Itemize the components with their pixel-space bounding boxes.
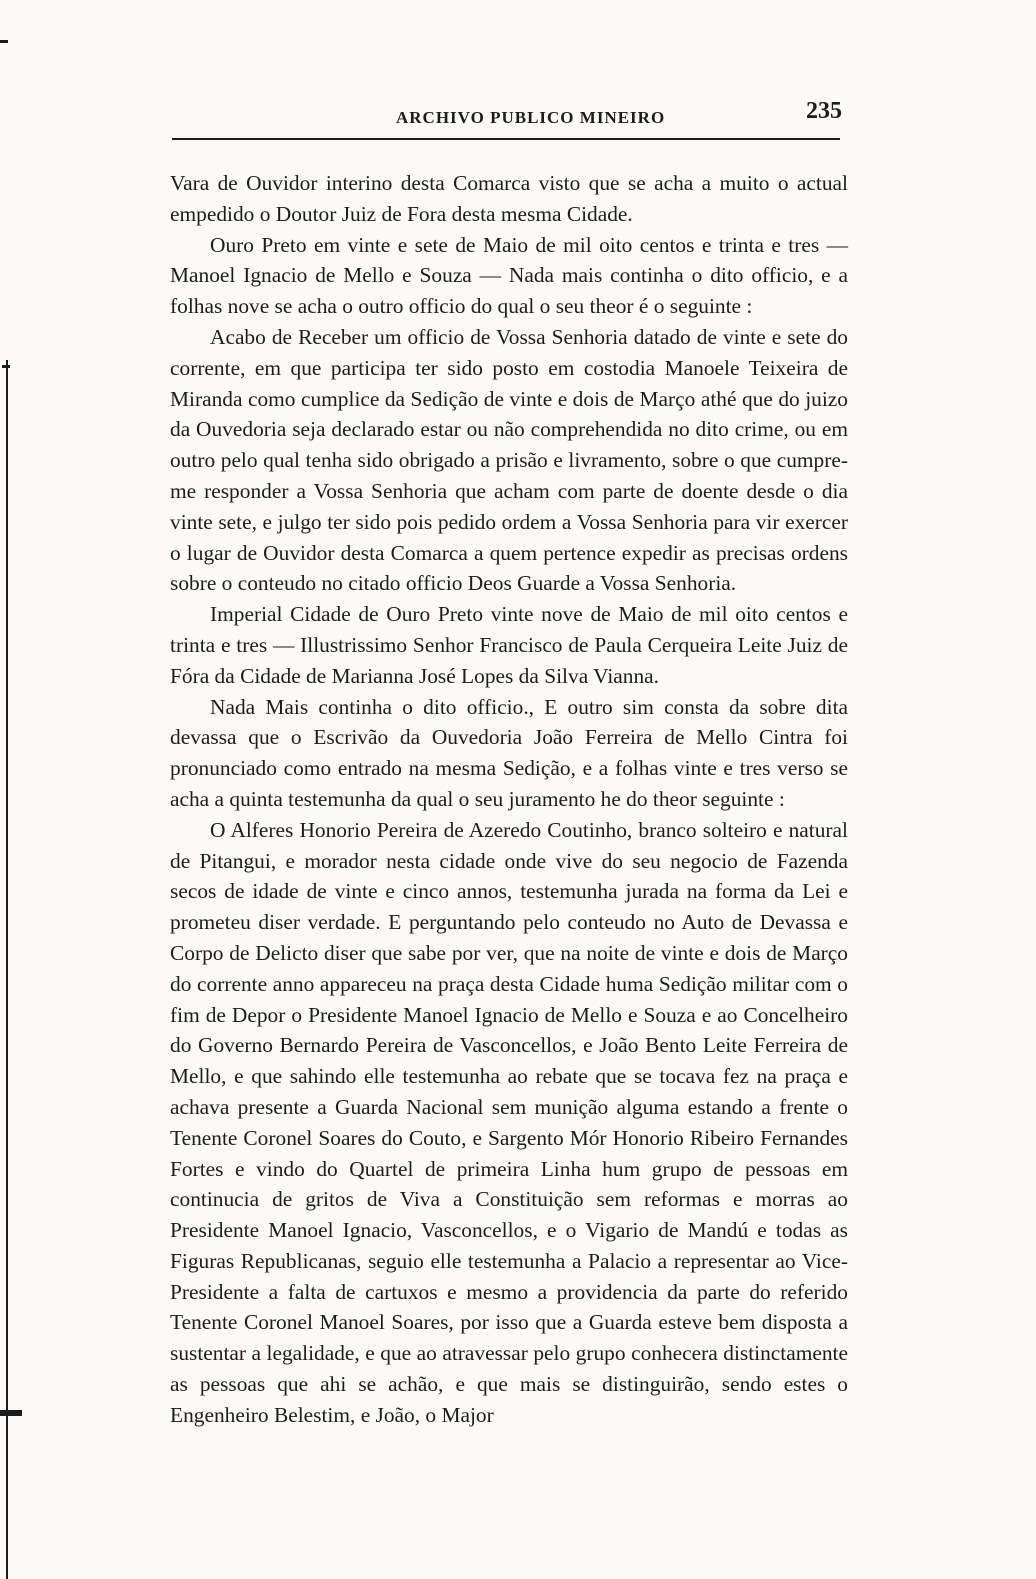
paragraph: Acabo de Receber um officio de Vossa Senhoria datado de vinte e sete do corrente, em que participa ter sido posto em costodia Manoele Teixeira de Miranda como cumplice da Sedição de vinte e dois de Março athé que do juizo da Ouvedoria seja declarado estar ou não comprehendida no dito crime, ou em outro pelo qual tenha sido obrigado a prisão e livramento, sobre o que cumpre-me responder a Vossa Senhoria que acham com parte de doente desde o dia vinte sete, e julgo ter sido pois pedido ordem a Vossa Senhoria para vir exercer o lugar de Ouvidor desta Comarca a quem pertence expedir as precisas ordens sobre o conteudo no citado officio Deos Guarde a Vossa Senhoria. [170, 324, 848, 596]
header-rule [172, 138, 840, 140]
paragraph: Ouro Preto em vinte e sete de Maio de mil oito centos e trinta e tres — Manoel Ignacio de Mello e Souza — Nada mais continha o dito officio, e a folhas nove se acha o outro officio do qual o seu theor é o seguinte : [170, 232, 848, 319]
margin-mark [2, 365, 10, 368]
margin-mark [0, 40, 8, 43]
page-header [170, 96, 842, 136]
body-text [170, 168, 848, 1431]
page-number: 235 [806, 98, 842, 124]
scan-edge-line [6, 360, 8, 1579]
paragraph: Imperial Cidade de Ouro Preto vinte nove de Maio de mil oito centos e trinta e tres — Illustrissimo Senhor Francisco de Paula Cerqueira Leite Juiz de Fóra da Cidade de Marianna José Lopes da Silva Vianna. [170, 602, 848, 688]
paragraph: Vara de Ouvidor interino desta Comarca visto que se acha a muito o actual empedido o Doutor Juiz de Fora desta mesma Cidade. [170, 171, 848, 226]
running-title: ARCHIVO PUBLICO MINEIRO [396, 108, 666, 127]
margin-mark [0, 1410, 22, 1416]
paragraph: Nada Mais continha o dito officio., E outro sim consta da sobre dita devassa que o Escrivão da Ouvedoria João Ferreira de Mello Cintra foi pronunciado como entrado na mesma Sedição, e a folhas vinte e tres verso se acha a quinta testemunha da qual o seu juramento he do theor seguinte : [170, 694, 848, 811]
paragraph: O Alferes Honorio Pereira de Azeredo Coutinho, branco solteiro e natural de Pitangui, e morador nesta cidade onde vive do seu negocio de Fazenda secos de idade de vinte e cinco annos, testemunha jurada na forma da Lei e prometeu diser verdade. E perguntando pelo conteudo no Auto de Devassa e Corpo de Delicto diser que sabe por ver, que na noite de vinte e dois de Março do corrente anno appareceu na praça desta Cidade huma Sedição militar com o fim de Depor o Presidente Manoel Ignacio de Mello e Souza e ao Concelheiro do Governo Bernardo Pereira de Vasconcellos, e João Bento Leite Ferreira de Mello, e que sahindo elle testemunha ao rebate que se tocava fez na praça e achava presente a Guarda Nacional sem munição alguma estando a frente o Tenente Coronel Soares do Couto, e Sargento Mór Honorio Ribeiro Fernandes Fortes e vindo do Quartel de primeira Linha hum grupo de pessoas em continucia de gritos de Viva a Constituição sem reformas e morras ao Presidente Manoel Ignacio, Vasconcellos, e o Vigario de Mandú e todas as Figuras Republicanas, seguio elle testemunha a Palacio a representar ao Vice-Presidente a falta de cartuxos e mesmo a providencia da parte do referido Tenente Coronel Manoel Soares, por isso que a Guarda esteve bem disposta a sustentar a legalidade, e que ao atravessar pelo grupo conhecera distinctamente as pessoas que ahi se achão, e que mais se distinguirão, sendo estes o Engenheiro Belestim, e João, o Major [170, 817, 848, 1427]
